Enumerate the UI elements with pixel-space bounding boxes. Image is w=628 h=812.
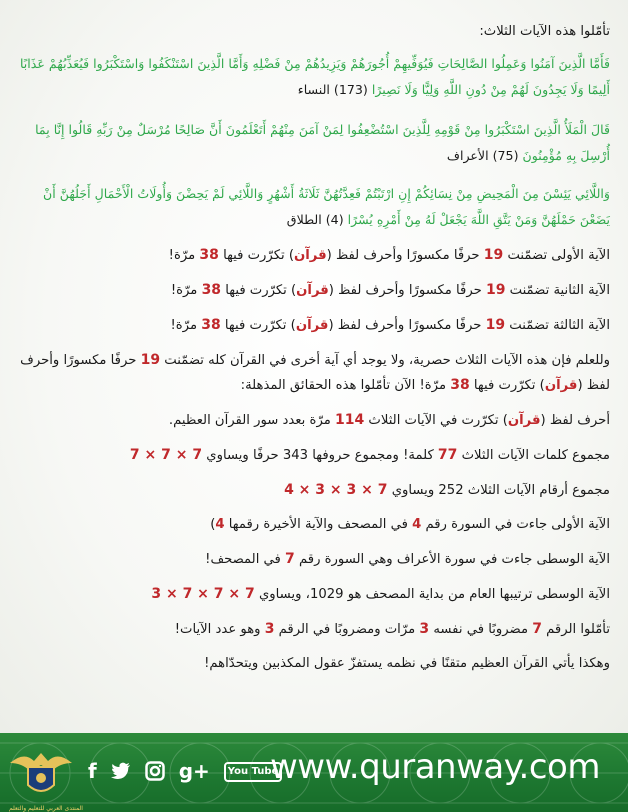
fact-number: 19 — [485, 317, 506, 333]
fact-number: 19 — [483, 247, 504, 263]
fact-text: مجموع أرقام الآيات الثلاث 252 ويساوي — [387, 483, 610, 498]
fact-text: ) تكرّرت في الآيات الثلاث — [364, 413, 508, 428]
fact-text: أحرف لفظ ( — [540, 413, 610, 428]
article-body — [12, 20, 610, 676]
fact-formula: 7 × 3 × 3 × 4 — [284, 482, 388, 498]
fact-verse-2 — [12, 278, 610, 303]
fact-order — [12, 582, 610, 607]
fact-word-quran: قرآن — [296, 283, 329, 298]
fact-verse-3 — [12, 313, 610, 338]
fact-number: 7 — [532, 621, 542, 637]
footer-bar — [0, 733, 628, 812]
logo-text: المنتدى العربي للتعليم والتعلم — [9, 805, 83, 812]
fact-word-quran: قرآن — [507, 413, 541, 428]
fact-text: مرّات ومضروبًا في الرقم — [274, 622, 420, 637]
fact-number: 7 — [285, 551, 295, 567]
fact-text: الآية الوسطى ترتيبها العام من بداية المصحف هو 1029، ويساوي — [254, 587, 610, 602]
google-plus-icon[interactable]: g+ — [178, 759, 210, 783]
verse-3 — [12, 181, 610, 233]
fact-text: تأمّلوا الرقم — [541, 622, 610, 637]
instagram-icon[interactable] — [145, 758, 165, 784]
verse-3-text: وَاللَّائِي يَئِسْنَ مِنَ الْمَحِيضِ مِنْ نِسَائِكُمْ إِنِ ارْتَبْتُمْ فَعِدَّتُهُنَّ ثَلَاثَةُ أَشْهُرٍ وَاللَّائِي لَمْ يَحِضْنَ وَأُولَاتُ الْأَحْمَالِ أَجَلُهُنَّ أَنْ يَضَعْنَ حَمْلَهُنَّ وَمَنْ يَتَّقِ اللَّهَ يَجْعَلْ لَهُ مِنْ أَمْرِهِ يُسْرًا — [43, 186, 610, 227]
fact-word-quran: قرآن — [294, 248, 327, 263]
fact-number: 38 — [450, 377, 470, 393]
fact-number: 38 — [201, 282, 222, 298]
fact-formula: 7 × 7 × 7 — [129, 447, 203, 463]
fact-number: 3 — [419, 621, 430, 637]
fact-numbers — [12, 478, 610, 503]
fact-number: 38 — [201, 317, 221, 333]
verse-2-text: قَالَ الْمَلَأُ الَّذِينَ اسْتَكْبَرُوا مِنْ قَوْمِهِ لِلَّذِينَ اسْتُضْعِفُوا لِمَنْ آمَنَ مِنْهُمْ أَتَعْلَمُونَ أَنَّ صَالِحًا مُرْسَلٌ مِنْ رَبِّهِ قَالُوا إِنَّا بِمَا أُرْسِلَ بِهِ مُؤْمِنُونَ — [35, 122, 610, 163]
fact-text: مرّة! الآن تأمّلوا هذه الحقائق المذهلة: — [240, 378, 451, 393]
fact-number: 19 — [485, 282, 506, 298]
facebook-icon[interactable]: f — [88, 759, 97, 783]
fact-text: ) تكرّرت فيها — [469, 378, 545, 393]
fact-number: 114 — [334, 412, 365, 428]
fact-text: مضروبًا في نفسه — [429, 622, 533, 637]
fact-text: الآية الوسطى جاءت في سورة الأعراف وهي السورة رقم — [294, 552, 610, 567]
fact-text: حرفًا مكسورًا وأحرف لفظ ( — [326, 248, 484, 263]
fact-words — [12, 443, 610, 468]
closing-line: وهكذا يأتي القرآن العظيم متقنًا في نظمه يستفزّ عقول المكذبين ويتحدّاهم! — [204, 656, 610, 671]
fact-number: 77 — [437, 447, 458, 463]
fact-verse-1 — [12, 243, 610, 268]
fact-text: وهو عدد الآيات! — [174, 622, 265, 637]
twitter-icon[interactable] — [111, 758, 131, 784]
fact-text: ) تكرّرت فيها — [218, 248, 294, 263]
fact-text: الآية الثانية تضمّنت — [505, 283, 610, 298]
fact-text: الآية الثالثة تضمّنت — [505, 318, 610, 333]
fact-text: مجموع كلمات الآيات الثلاث — [457, 448, 610, 463]
fact-text: في المصحف! — [205, 552, 286, 567]
intro-line: تأمّلوا هذه الآيات الثلاث: — [479, 24, 610, 39]
fact-general — [12, 348, 610, 398]
fact-text: في المصحف والآية الأخيرة رقمها — [224, 517, 413, 532]
fact-text: ) تكرّرت فيها — [220, 318, 296, 333]
fact-number: 4 — [412, 517, 422, 532]
fact-word-quran: قرآن — [295, 318, 329, 333]
fact-text: الآية الأولى جاءت في السورة رقم — [421, 517, 610, 532]
verse-1-text: فَأَمَّا الَّذِينَ آمَنُوا وَعَمِلُوا الصَّالِحَاتِ فَيُوَفِّيهِمْ أُجُورَهُمْ وَيَزِيدُهُمْ مِنْ فَضْلِهِ وَأَمَّا الَّذِينَ اسْتَنْكَفُوا وَاسْتَكْبَرُوا فَيُعَذِّبُهُمْ عَذَابًا أَلِيمًا وَلَا يَجِدُونَ لَهُمْ مِنْ دُونِ اللَّهِ وَلِيًّا وَلَا نَصِيرًا — [19, 56, 610, 97]
fact-text: ) — [210, 517, 216, 532]
youtube-icon[interactable]: You Tube — [224, 762, 283, 782]
fact-text: ) تكرّرت فيها — [221, 283, 297, 298]
fact-total — [12, 408, 610, 433]
fact-text: مرّة! — [168, 248, 200, 263]
forum-logo[interactable] — [4, 741, 83, 812]
fact-formula: 7 × 7 × 7 × 3 — [151, 586, 255, 602]
website-link[interactable]: www.quranway.com — [270, 747, 600, 787]
fact-text: مرّة! — [170, 318, 202, 333]
verse-2 — [12, 117, 610, 169]
instagram-camera-icon — [145, 761, 165, 781]
verse-3-ref: (4) الطلاق — [286, 212, 344, 227]
fact-text: كلمة! ومجموع حروفها 343 حرفًا ويساوي — [202, 448, 438, 463]
fact-text: مرّة! — [170, 283, 202, 298]
shield-logo-icon — [4, 741, 78, 803]
fact-number: 4 — [215, 517, 225, 532]
fact-number: 19 — [140, 352, 161, 368]
fact-text: حرفًا مكسورًا وأحرف لفظ ( — [328, 283, 486, 298]
twitter-bird-icon — [111, 762, 131, 780]
fact-text: مرّة بعدد سور القرآن العظيم. — [168, 413, 335, 428]
verse-1 — [12, 51, 610, 103]
social-links — [88, 758, 282, 784]
fact-text: حرفًا مكسورًا وأحرف لفظ ( — [328, 318, 486, 333]
fact-middle — [12, 547, 610, 572]
fact-text: الآية الأولى تضمّنت — [503, 248, 610, 263]
fact-word-quran: قرآن — [544, 378, 578, 393]
verse-1-ref: (173) النساء — [297, 82, 368, 97]
fact-first — [12, 513, 610, 537]
fact-number: 3 — [264, 621, 275, 637]
fact-text: وللعلم فإن هذه الآيات الثلاث حصرية، ولا يوجد أي آية أخرى في القرآن كله تضمّنت — [160, 353, 610, 368]
fact-text: حرفًا مكسورًا وأحرف لفظ ( — [20, 353, 610, 393]
fact-number: 38 — [199, 247, 219, 263]
verse-2-ref: (75) الأعراف — [446, 148, 519, 163]
fact-digit — [12, 617, 610, 642]
